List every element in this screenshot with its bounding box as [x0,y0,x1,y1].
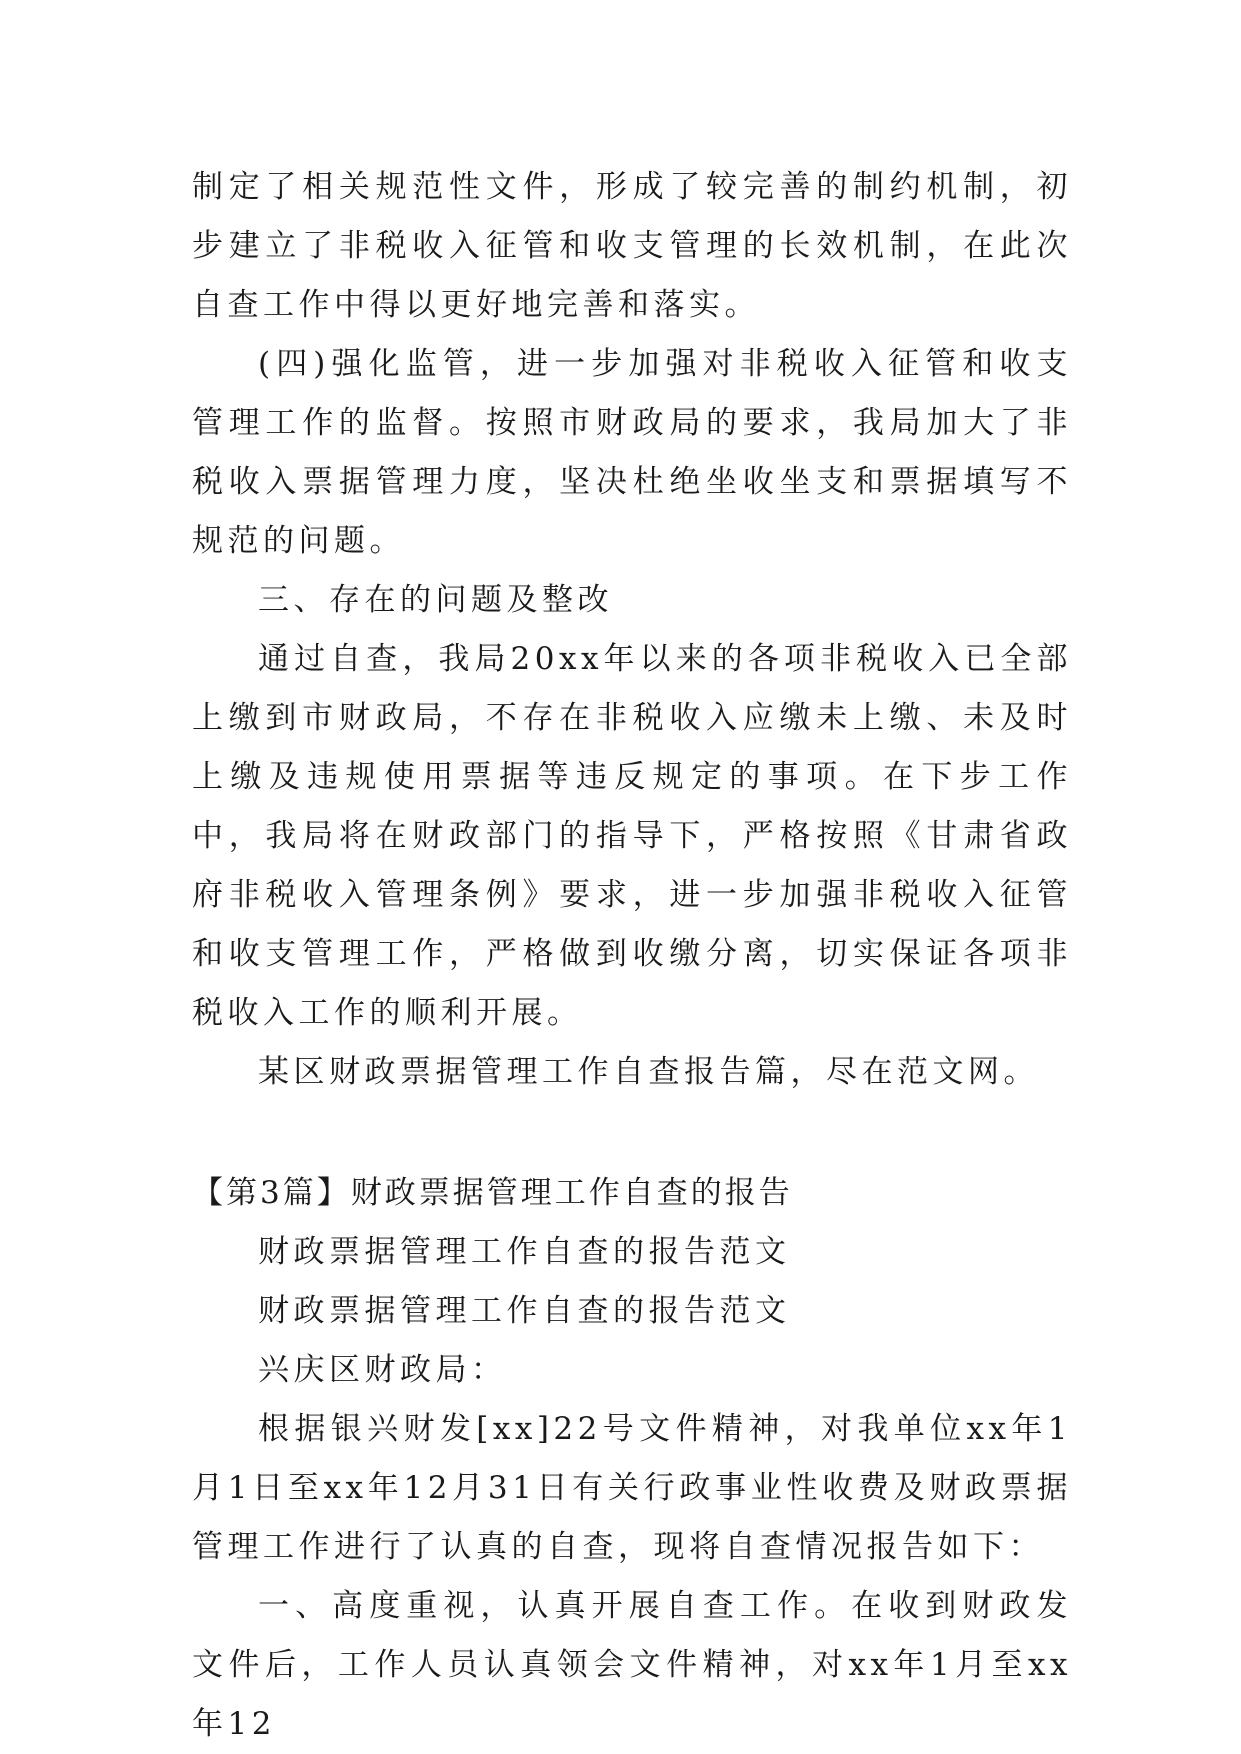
addressee: 兴庆区财政局： [258,1352,507,1388]
subtitle: 财政票据管理工作自查的报告范文 [258,1234,791,1270]
paragraph: 制定了相关规范性文件，形成了较完善的制约机制，初步建立了非税收入征管和收支管理的长效机制，在此次自查工作中得以更好地完善和落实。 [192,169,1072,323]
paragraph: 一、高度重视，认真开展自查工作。在收到财政发文件后，工作人员认真领会文件精神，对xx年1月至xx年12 [192,1588,1072,1742]
paragraph: 通过自查，我局20xx年以来的各项非税收入已全部上缴到市财政局，不存在非税收入应缴未上缴、未及时上缴及违规使用票据等违反规定的事项。在下步工作中，我局将在财政部门的指导下，严格按照《甘肃省政府非税收入管理条例》要求，进一步加强非税收入征管和收支管理工作，严格做到收缴分离，切实保证各项非税收入工作的顺利开展。 [192,641,1072,1031]
subtitle: 财政票据管理工作自查的报告范文 [258,1293,791,1329]
spacer [192,1102,1072,1164]
document-body [192,158,1072,1754]
section-heading: 【第3篇】财政票据管理工作自查的报告 [192,1175,793,1211]
section-subheading: 三、存在的问题及整改 [258,582,613,618]
paragraph: 根据银兴财发[xx]22号文件精神，对我单位xx年1月1日至xx年12月31日有关行政事业性收费及财政票据管理工作进行了认真的自查，现将自查情况报告如下： [192,1411,1072,1565]
paragraph: (四)强化监管，进一步加强对非税收入征管和收支管理工作的监督。按照市财政局的要求，我局加大了非税收入票据管理力度，坚决杜绝坐收坐支和票据填写不规范的问题。 [192,346,1072,559]
paragraph: 某区财政票据管理工作自查报告篇，尽在范文网。 [258,1054,1039,1090]
